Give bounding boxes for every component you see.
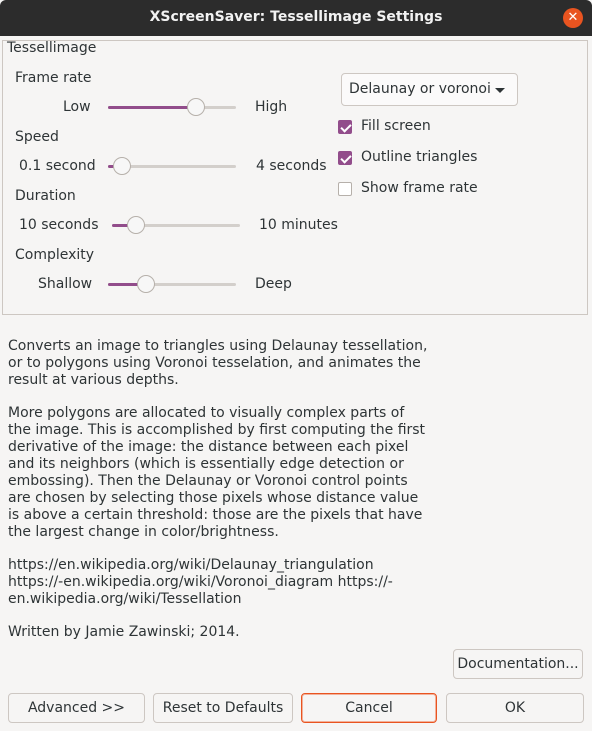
slider-knob[interactable]: [137, 275, 155, 293]
speed-max-label: 4 seconds: [256, 158, 327, 174]
speed-slider[interactable]: [108, 156, 236, 178]
speed-label: Speed: [15, 129, 59, 145]
description-text: [8, 338, 428, 657]
checkbox-box[interactable]: [338, 120, 352, 134]
complexity-min-label: Shallow: [38, 276, 93, 292]
complexity-label: Complexity: [15, 247, 95, 263]
description-paragraph: Converts an image to triangles using Delaunay tessellation, or to polygons using Voronoi tesselation, and animates the result at various depths.: [8, 338, 428, 388]
close-icon: ✕: [567, 10, 579, 25]
checkbox-box[interactable]: [338, 182, 352, 196]
duration-slider[interactable]: [112, 215, 240, 237]
checkbox-box[interactable]: [338, 151, 352, 165]
duration-label: Duration: [15, 188, 76, 204]
duration-max-label: 10 minutes: [259, 217, 338, 233]
window-title: XScreenSaver: Tessellimage Settings: [149, 9, 443, 25]
complexity-slider[interactable]: [108, 274, 236, 296]
frame-rate-slider[interactable]: [108, 97, 236, 119]
mode-dropdown-value: Delaunay or voronoi: [349, 81, 491, 97]
frame-label: Tessellimage: [7, 40, 97, 56]
documentation-button[interactable]: Documentation...: [453, 649, 583, 679]
checkbox-label: Fill screen: [361, 118, 431, 134]
duration-min-label: 10 seconds: [19, 217, 99, 233]
checkbox-label: Show frame rate: [361, 180, 478, 196]
description-paragraph: More polygons are allocated to visually complex parts of the image. This is accomplished by first computing the first derivative of the image: the distance between each pixel and its neighbors (which is essentially edge detection or embossing). Then the Delaunay or Voronoi control points are chosen by selecting those pixels whose distance value is above a certain threshold: those are the pixels that have the largest change in color/brightness.: [8, 405, 426, 540]
frame-rate-max-label: High: [255, 99, 288, 115]
slider-fill: [108, 106, 196, 109]
complexity-max-label: Deep: [255, 276, 292, 292]
slider-knob[interactable]: [127, 216, 145, 234]
cancel-button[interactable]: Cancel: [301, 693, 437, 723]
slider-knob[interactable]: [113, 157, 131, 175]
author-credit: Written by Jamie Zawinski; 2014.: [8, 624, 240, 640]
advanced-button[interactable]: Advanced >>: [8, 693, 145, 723]
slider-knob[interactable]: [187, 98, 205, 116]
ok-button[interactable]: OK: [446, 693, 584, 723]
description-links: https://en.wikipedia.org/wiki/Delaunay_triangulation https://-en.wikipedia.org/wiki/Voronoi_diagram https://-en.wikipedia.org/wiki/Tessellation: [8, 557, 393, 607]
reset-defaults-button[interactable]: Reset to Defaults: [153, 693, 293, 723]
frame-rate-label: Frame rate: [15, 70, 92, 86]
mode-dropdown[interactable]: [341, 73, 518, 106]
chevron-down-icon: [495, 88, 505, 93]
close-button[interactable]: [563, 8, 583, 28]
speed-min-label: 0.1 second: [19, 158, 96, 174]
title-bar[interactable]: [0, 0, 592, 36]
checkbox-label: Outline triangles: [361, 149, 478, 165]
frame-rate-min-label: Low: [63, 99, 91, 115]
